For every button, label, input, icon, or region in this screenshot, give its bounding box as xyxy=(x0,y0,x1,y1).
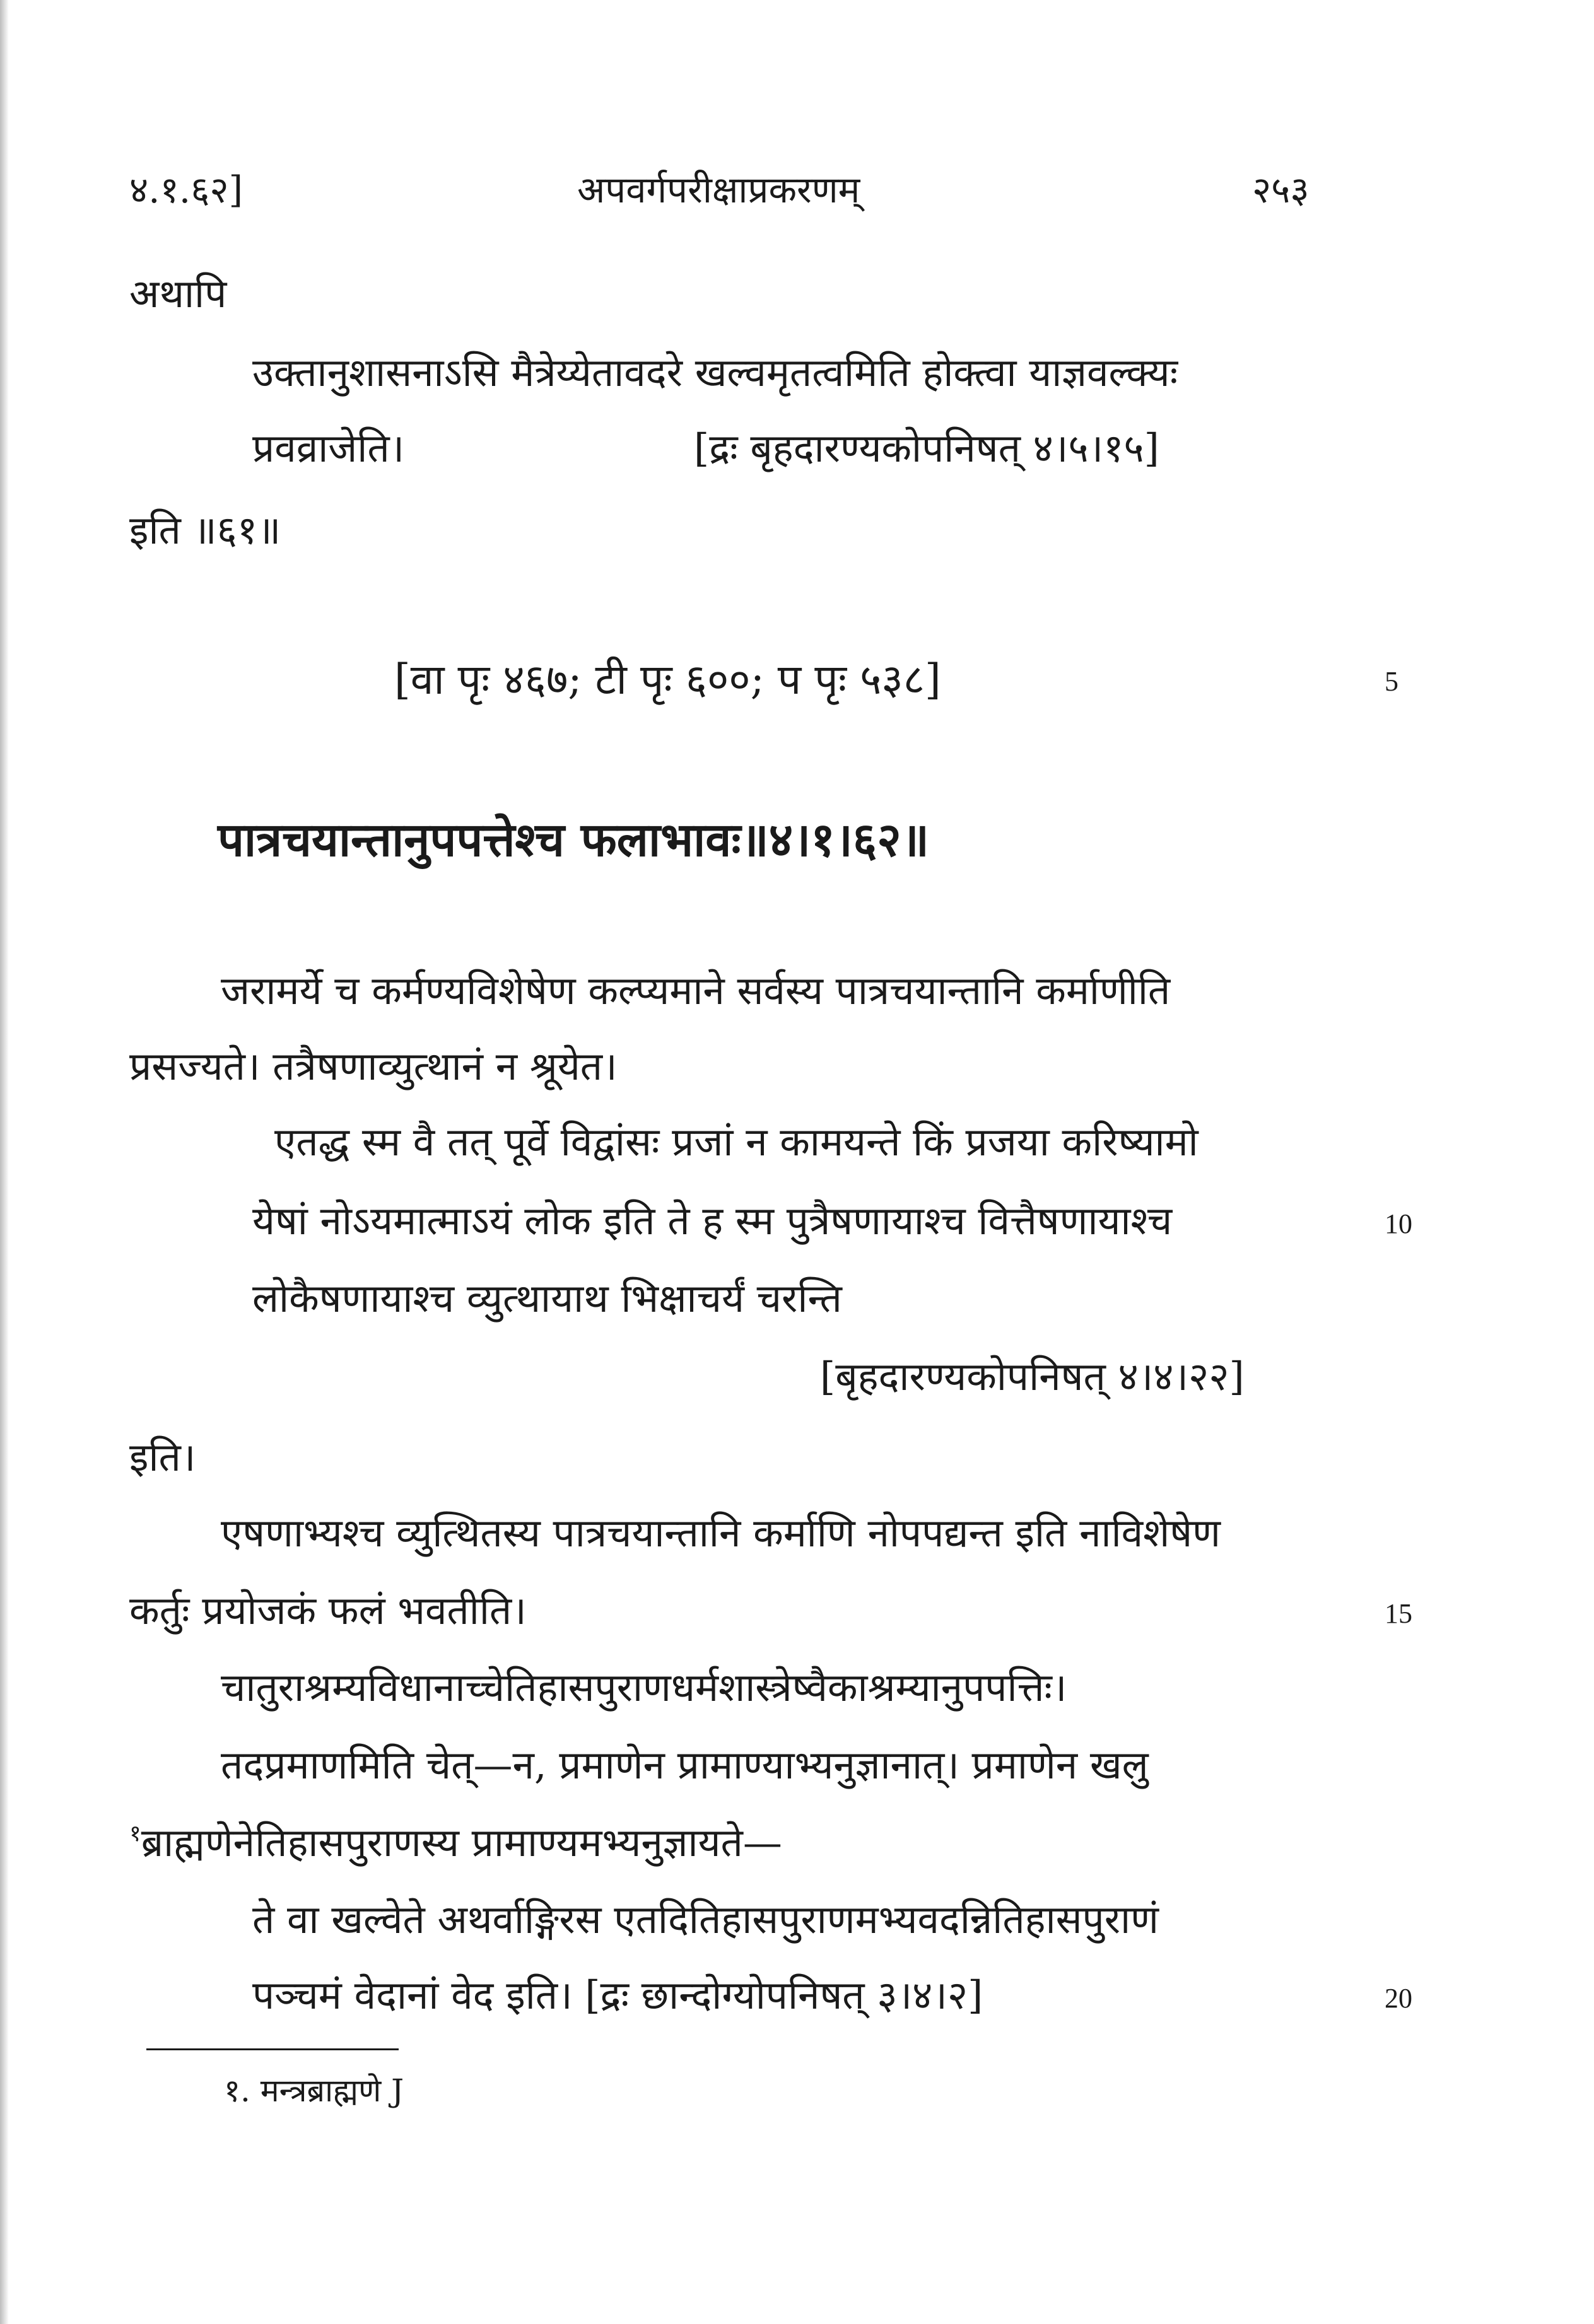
scan-edge-shadow xyxy=(0,0,9,2324)
paragraph-line: तदप्रमाणमिति चेत्—न, प्रमाणेन प्रामाण्याभ्यनुज्ञानात्। प्रमाणेन खलु xyxy=(221,1742,1149,1788)
quote-line: येषां नोऽयमात्माऽयं लोक इति ते ह स्म पुत्रैषणायाश्च वित्तैषणायाश्च xyxy=(252,1198,1173,1244)
paragraph-line: प्रसज्यते। तत्रैषणाव्युत्थानं न श्रूयेत। xyxy=(129,1043,618,1089)
quote-line: उक्तानुशासनाऽसि मैत्रेय्येतावदरे खल्वमृतत्वमिति होक्त्वा याज्ञवल्क्यः xyxy=(252,349,1178,395)
line-number: 10 xyxy=(1385,1208,1412,1239)
line-number: 15 xyxy=(1385,1598,1412,1629)
footnote-marker: १ xyxy=(129,1821,141,1847)
line-number: 20 xyxy=(1385,1983,1412,2014)
paragraph-line: चातुराश्रम्यविधानाच्चेतिहासपुराणधर्मशास्त्रेष्वैकाश्रम्यानुपपत्तिः। xyxy=(221,1664,1067,1710)
sutra-heading: पात्रचयान्तानुपपत्तेश्च फलाभावः॥४।१।६२॥ xyxy=(218,813,930,867)
citation: [बृहदारण्यकोपनिषत् ४।४।२२] xyxy=(820,1353,1245,1399)
paragraph-line: एषणाभ्यश्च व्युत्थितस्य पात्रचयान्तानि कर्माणि नोपपद्यन्त इति नाविशेषेण xyxy=(221,1510,1221,1556)
footnote: १. मन्त्रब्राह्मणे J xyxy=(224,2072,404,2109)
quote-line: एतद्ध स्म वै तत् पूर्वे विद्वांसः प्रजां न कामयन्ते किं प्रजया करिष्यामो xyxy=(274,1119,1198,1165)
text-line: इति। xyxy=(129,1434,196,1480)
paragraph-line: जरामर्ये च कर्मण्यविशेषेण कल्प्यमाने सर्वस्य पात्रचयान्तानि कर्माणीति xyxy=(221,967,1171,1013)
edition-reference: [वा पृः ४६७; टी पृः ६००; प पृः ५३८] xyxy=(394,655,941,704)
header-right: २५३ xyxy=(1252,168,1310,211)
paragraph-text: ब्राह्मणेनेतिहासपुराणस्य प्रामाण्यमभ्यनुज्ञायते— xyxy=(141,1819,782,1866)
header-center: अपवर्गपरीक्षाप्रकरणम् xyxy=(577,168,860,211)
quote-line: प्रवव्राजेति। xyxy=(252,425,405,471)
paragraph-line xyxy=(129,1819,782,1866)
quote-line: ते वा खल्वेते अथर्वाङ्गिरस एतदितिहासपुराणमभ्यवदन्नितिहासपुराणं xyxy=(252,1896,1159,1942)
quote-line: पञ्चमं वेदानां वेद इति। [द्रः छान्दोग्योपनिषत् ३।४।२] xyxy=(252,1972,983,2018)
footnote-rule xyxy=(146,2048,399,2050)
citation: [द्रः बृहदारण्यकोपनिषत् ४।५।१५] xyxy=(694,425,1159,471)
quote-line: लोकैषणायाश्च व्युत्थायाथ भिक्षाचर्यं चरन्ति xyxy=(252,1275,842,1321)
text-line: इति ॥६१॥ xyxy=(129,507,281,553)
line-number: 5 xyxy=(1385,666,1398,697)
header-left: ४.१.६२] xyxy=(129,168,243,211)
paragraph-line: कर्तुः प्रयोजकं फलं भवतीति। xyxy=(129,1587,527,1633)
text-line: अथापि xyxy=(129,271,227,317)
